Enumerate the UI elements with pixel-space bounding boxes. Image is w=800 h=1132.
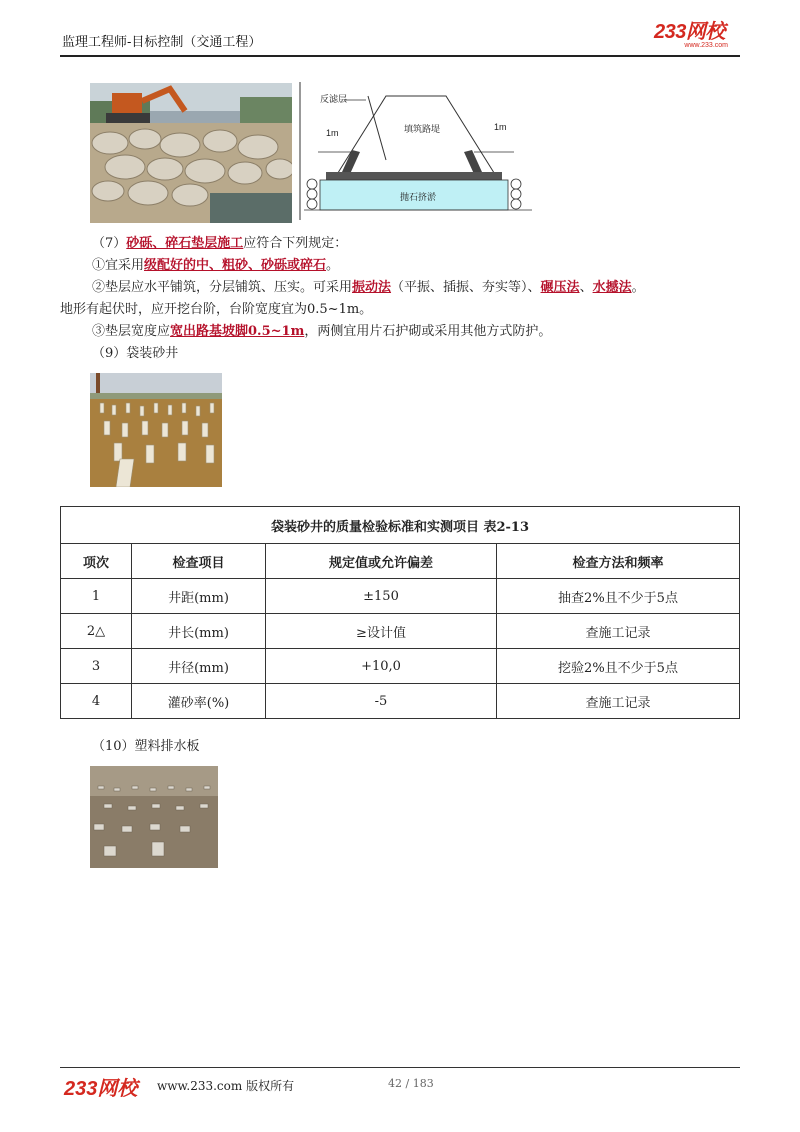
header-title: 监理工程师-目标控制（交通工程） (62, 35, 262, 50)
rule-2-term-vibration: 振动法 (352, 280, 392, 295)
page-number: 42 / 183 (388, 1077, 434, 1090)
table-row (61, 649, 740, 684)
diagram-label-riprap: 抛石挤淤 (400, 192, 437, 202)
photo-bagged-sand-drains (90, 373, 222, 487)
table-cell: 灌砂率(%) (132, 684, 266, 719)
rule-1 (92, 257, 339, 275)
table-cell: 井距(mm) (132, 579, 266, 614)
section-10-heading: （10）塑料排水板 (92, 739, 200, 754)
rule-3-suffix: ，两侧宜用片石护砌或采用其他方式防护。 (304, 324, 552, 339)
footer-divider (60, 1067, 740, 1068)
section-7-prefix: （7） (92, 236, 127, 251)
diagram-label-embankment: 填筑路堤 (404, 124, 441, 134)
table-cell: 1 (61, 579, 132, 614)
photo-plastic-drainage-boards (90, 766, 218, 868)
rule-2-term-rolling: 碾压法 (540, 280, 580, 295)
diagram-label-1m-left: 1m (326, 128, 339, 138)
rule-1-prefix: ①宜采用 (92, 258, 145, 273)
table-cell: 4 (61, 684, 132, 719)
footer-logo: 233网校 (64, 1078, 138, 1100)
table-cell: -5 (266, 684, 497, 719)
table-row (61, 684, 740, 719)
table-caption: 袋装砂井的质量检验标准和实测项目 表2-13 (61, 507, 740, 544)
table-cell: 查施工记录 (497, 614, 740, 649)
table-cell: +10,0 (266, 649, 497, 684)
table-cell: 查施工记录 (497, 684, 740, 719)
rule-2-term-water: 水撼法 (592, 280, 632, 295)
section-7-heading (92, 235, 347, 253)
footer-copyright: www.233.com 版权所有 (157, 1079, 295, 1093)
table-header-cell: 检查项目 (132, 544, 266, 579)
section-7-suffix: 应符合下列规定： (243, 236, 348, 251)
rule-3-term: 宽出路基坡脚0.5~1m (170, 324, 305, 339)
table-cell: 抽查2%且不少于5点 (497, 579, 740, 614)
section-7-term: 砂砾、碎石垫层施工 (126, 236, 244, 251)
photo-riprap-excavator (90, 83, 292, 223)
table-cell: 井长(mm) (132, 614, 266, 649)
table-header-row (61, 544, 740, 579)
quality-inspection-table (60, 506, 740, 719)
header-divider (60, 55, 740, 57)
rule-3 (92, 323, 551, 341)
table-cell: ±150 (266, 579, 497, 614)
rule-2-text-d: 。 (631, 280, 645, 295)
brand-logo-text: 233网校 (654, 21, 725, 43)
rule-2-text-c: 、 (579, 280, 593, 295)
table-cell: 井径(mm) (132, 649, 266, 684)
brand-logo (654, 22, 734, 50)
table-cell: 3 (61, 649, 132, 684)
table-cell: ≥设计值 (266, 614, 497, 649)
rule-2-text-b: （平振、插振、夯实等）、 (391, 280, 541, 295)
table-header-cell: 规定值或允许偏差 (266, 544, 497, 579)
table-row (61, 579, 740, 614)
section-9-heading: （9）袋装砂井 (92, 346, 179, 361)
rule-1-suffix: 。 (326, 258, 340, 273)
diagram-embankment-cross-section (296, 80, 536, 225)
table-header-cell: 项次 (61, 544, 132, 579)
table-cell: 2△ (61, 614, 132, 649)
table-cell: 挖验2%且不少于5点 (497, 649, 740, 684)
rule-3-prefix: ③垫层宽度应 (92, 324, 171, 339)
rule-2-text-a: ②垫层应水平铺筑，分层铺筑、压实。可采用 (92, 280, 353, 295)
rule-2 (92, 279, 645, 297)
table-header-cell: 检查方法和频率 (497, 544, 740, 579)
rule-1-term: 级配好的中、粗砂、砂砾或碎石 (144, 258, 327, 273)
brand-logo-url: www.233.com (684, 42, 728, 49)
rule-2-line-2: 地形有起伏时，应开挖台阶，台阶宽度宜为0.5~1m。 (60, 302, 373, 317)
diagram-label-1m-right: 1m (494, 122, 507, 132)
table-row (61, 614, 740, 649)
diagram-label-filter: 反滤层 (320, 94, 348, 104)
